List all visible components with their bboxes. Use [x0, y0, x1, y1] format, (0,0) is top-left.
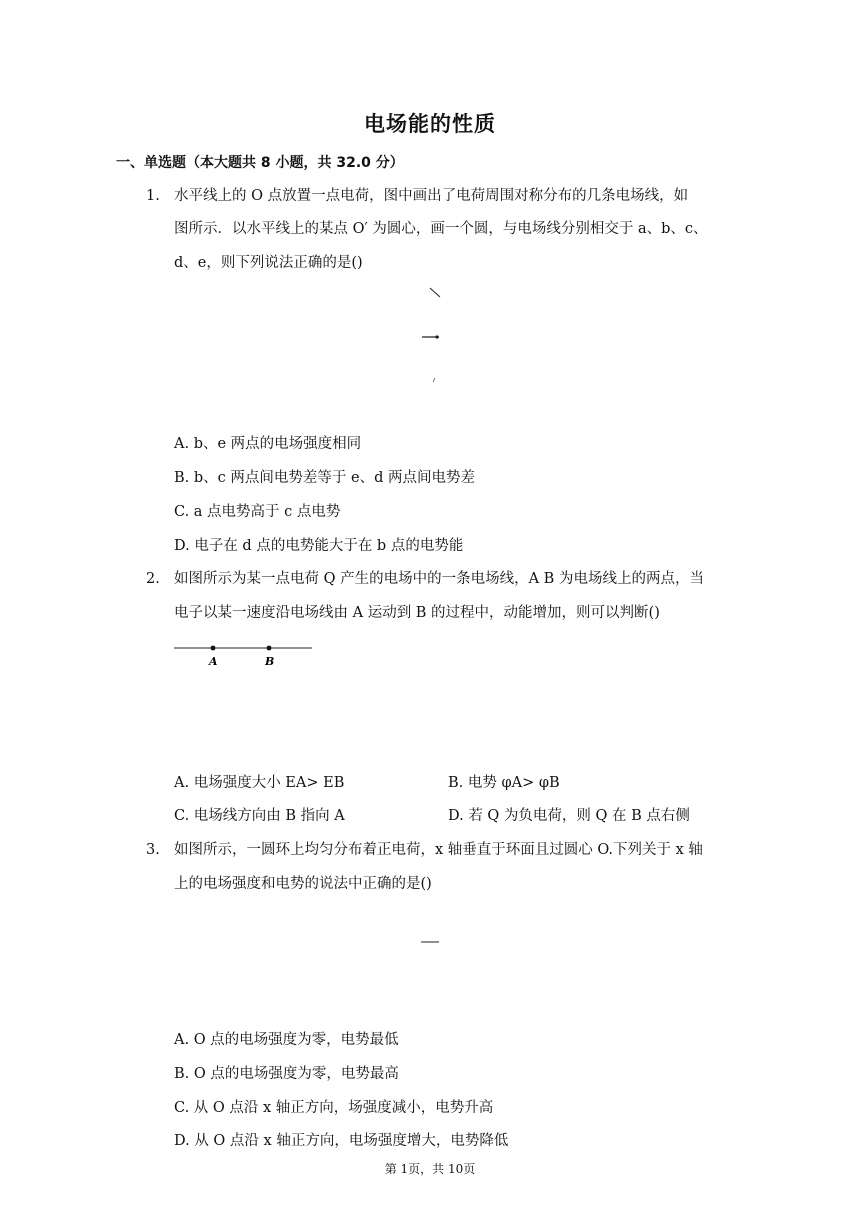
field-line-upper: [430, 288, 440, 297]
question-number: 3.: [146, 842, 160, 858]
point-a-label: A: [209, 655, 218, 668]
option-a: A. 电场强度大小 EA> EB: [174, 775, 345, 791]
page-footer: 第 1页，共 10页: [384, 1162, 476, 1176]
option-c: C. 从 O 点沿 x 轴正方向，场强度减小，电势升高: [174, 1100, 494, 1116]
charge-point: [435, 335, 438, 338]
option-a: A. b、e 两点的电场强度相同: [174, 436, 362, 452]
option-b: B. 电势 φA> φB: [448, 775, 560, 791]
question-text-line: 如图所示，一圆环上均匀分布着正电荷，x 轴垂直于环面且过圆心 O.下列关于 x 轴: [174, 842, 703, 858]
question-text-line: 上的电场强度和电势的说法中正确的是(): [174, 876, 432, 892]
document-title: 电场能的性质: [364, 112, 496, 136]
question-text-line: 如图所示为某一点电荷 Q 产生的电场中的一条电场线，A B 为电场线上的两点，当: [174, 571, 704, 587]
field-line-lower: [433, 378, 435, 382]
option-c: C. a 点电势高于 c 点电势: [174, 504, 341, 520]
charged-ring-figure: [418, 934, 442, 946]
option-b: B. b、c 两点间电势差等于 e、d 两点间电势差: [174, 470, 475, 486]
point-b-dot: [267, 646, 272, 651]
option-d: D. 电子在 d 点的电势能大于在 b 点的电势能: [174, 538, 464, 554]
option-d: D. 从 O 点沿 x 轴正方向，电场强度增大，电势降低: [174, 1133, 509, 1149]
section-heading: 一、单选题（本大题共 8 小题，共 32.0 分）: [116, 155, 404, 171]
option-d: D. 若 Q 为负电荷，则 Q 在 B 点右侧: [448, 808, 690, 824]
question-number: 1.: [146, 188, 160, 204]
point-b-label: B: [265, 655, 275, 668]
question-text-line: 电子以某一速度沿电场线由 A 运动到 B 的过程中，动能增加，则可以判断(): [174, 605, 660, 621]
option-c: C. 电场线方向由 B 指向 A: [174, 808, 345, 824]
question-text-line: 水平线上的 O 点放置一点电荷，图中画出了电荷周围对称分布的几条电场线，如: [174, 188, 689, 204]
option-b: B. O 点的电场强度为零，电势最高: [174, 1066, 399, 1082]
point-a-dot: [211, 646, 216, 651]
field-line-figure: [172, 640, 318, 670]
electric-field-figure: [418, 282, 448, 390]
question-text-line: 图所示．以水平线上的某点 O′ 为圆心，画一个圆，与电场线分别相交于 a、b、c、: [174, 221, 708, 237]
option-a: A. O 点的电场强度为零，电势最低: [174, 1032, 399, 1048]
question-text-line: d、e，则下列说法正确的是(): [174, 255, 363, 271]
question-number: 2.: [146, 571, 160, 587]
